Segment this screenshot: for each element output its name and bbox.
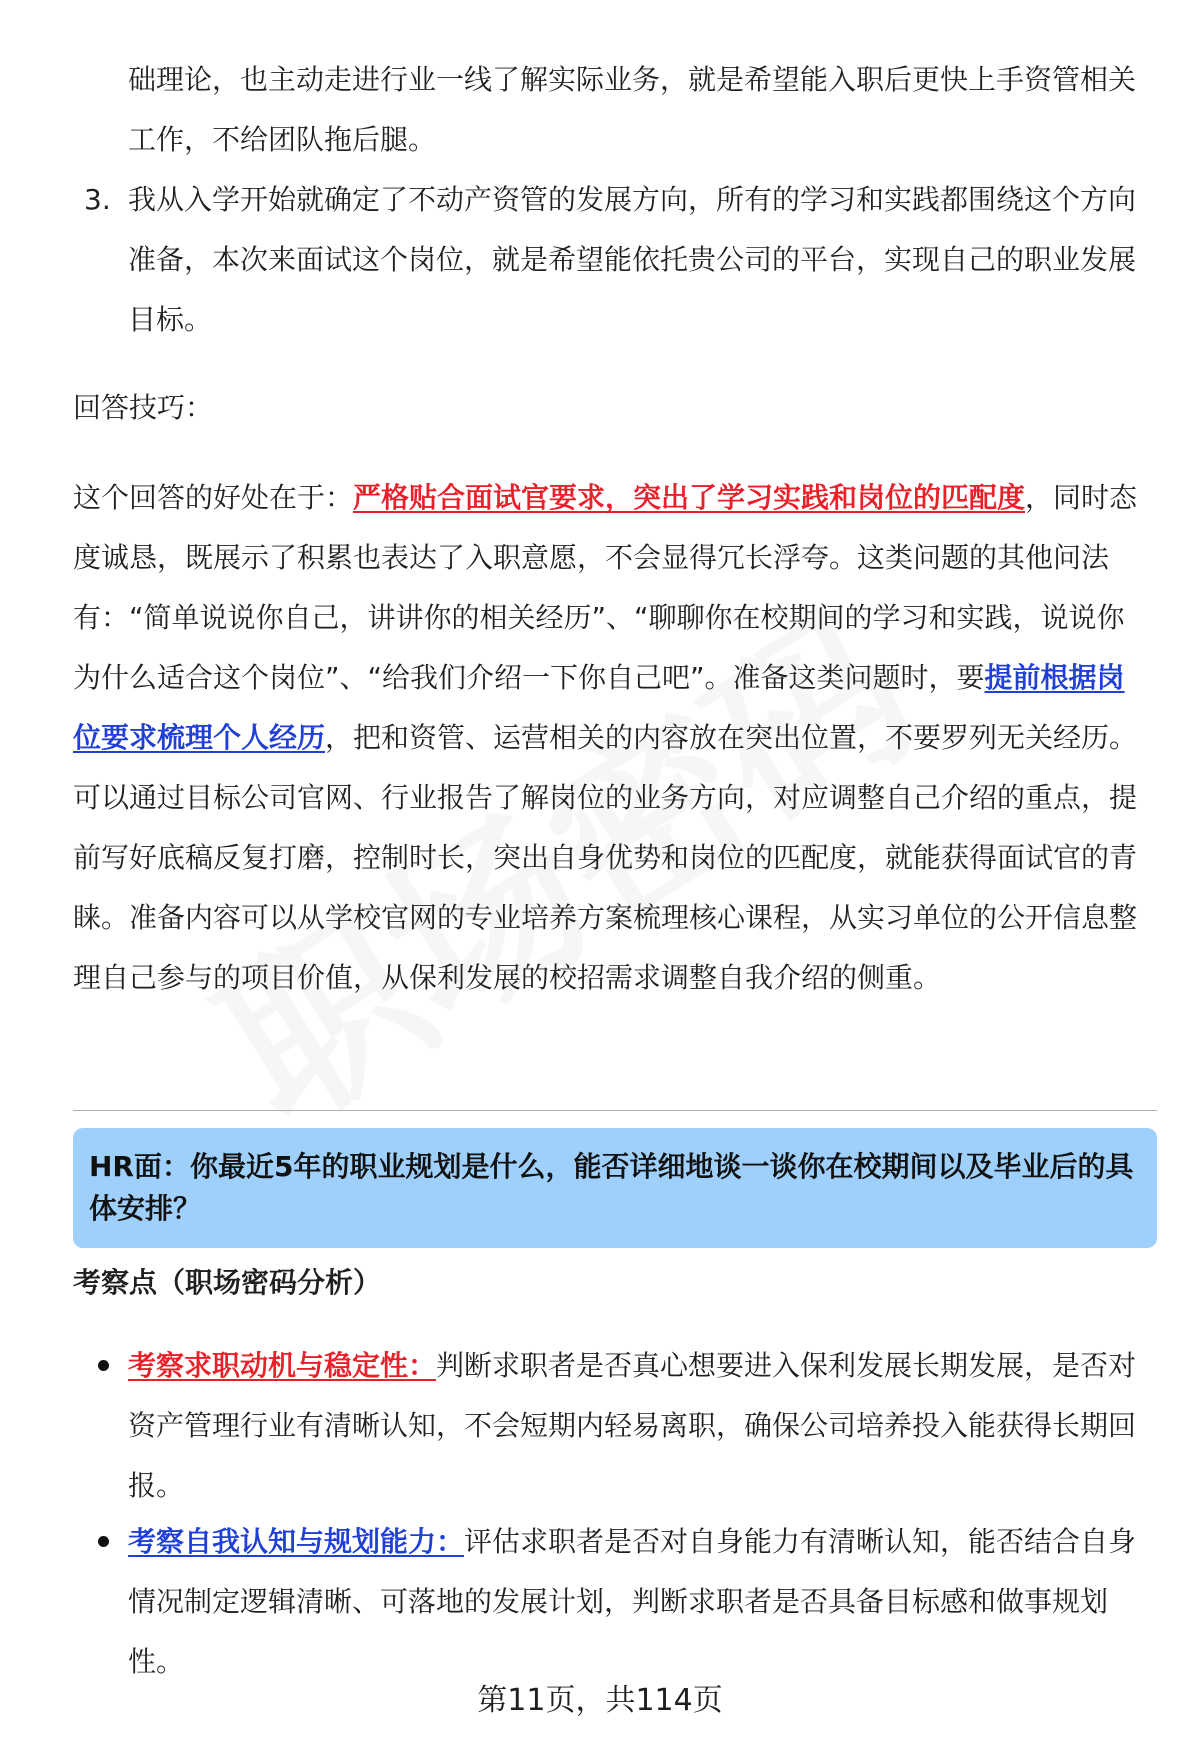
analysis-bullet-2 bbox=[128, 1512, 1148, 1692]
analysis-bullet-2-label: 考察自我认知与规划能力： bbox=[128, 1525, 465, 1558]
tips-highlight-blue: 提前根据岗位要求梳理个人经历 bbox=[73, 661, 1125, 754]
list-item-3-number: 3. bbox=[84, 183, 111, 216]
analysis-bullet-1 bbox=[128, 1336, 1148, 1516]
analysis-title: 考察点（职场密码分析） bbox=[73, 1266, 382, 1299]
tips-lead: 这个回答的好处在于： bbox=[73, 481, 354, 514]
analysis-bullet-1-label: 考察求职动机与稳定性： bbox=[128, 1349, 437, 1382]
tips-paragraph bbox=[73, 468, 1148, 1008]
section-divider bbox=[73, 1110, 1157, 1111]
analysis-bullet-1-text: 判断求职者是否真心想要进入保利发展长期发展，是否对资产管理行业有清晰认知，不会短期内轻易离职，确保公司培养投入能获得长期回报。 bbox=[128, 1349, 1137, 1502]
tips-highlight-red: 严格贴合面试官要求，突出了学习实践和岗位的匹配度 bbox=[353, 481, 1026, 514]
page-number: 第11页，共114页 bbox=[477, 1683, 723, 1718]
list-item-2-continuation: 础理论，也主动走进行业一线了解实际业务，就是希望能入职后更快上手资管相关工作，不给团队拖后腿。 bbox=[128, 63, 1137, 156]
list-item-3-text: 我从入学开始就确定了不动产资管的发展方向，所有的学习和实践都围绕这个方向准备，本次来面试这个岗位，就是希望能依托贵公司的平台，实现自己的职业发展目标。 bbox=[128, 183, 1137, 336]
analysis-bullet-2-text: 评估求职者是否对自身能力有清晰认知，能否结合自身情况制定逻辑清晰、可落地的发展计划，判断求职者是否具备目标感和做事规划性。 bbox=[128, 1525, 1137, 1678]
bullet-dot bbox=[98, 1360, 109, 1371]
bullet-dot bbox=[98, 1536, 109, 1547]
question-box bbox=[73, 1128, 1157, 1248]
tips-heading: 回答技巧： bbox=[73, 391, 214, 424]
question-text: HR面：你最近5年的职业规划是什么，能否详细地谈一谈你在校期间以及毕业后的具体安排？ bbox=[89, 1150, 1134, 1225]
tips-tail: ，把和资管、运营相关的内容放在突出位置，不要罗列无关经历。可以通过目标公司官网、行业报告了解岗位的业务方向，对应调整自己介绍的重点，提前写好底稿反复打磨，控制时长，突出自身优势和岗位的匹配度，就能获得面试官的青睐。准备内容可以从学校官网的专业培养方案梳理核心课程，从实习单位的公开信息整理自己参与的项目价值，从保利发展的校招需求调整自我介绍的侧重。 bbox=[73, 721, 1138, 994]
tips-middle: ，同时态度诚恳，既展示了积累也表达了入职意愿，不会显得冗长浮夸。这类问题的其他问法有：“简单说说你自己，讲讲你的相关经历”、“聊聊你在校期间的学习和实践，说说你为什么适合这个岗位”、“给我们介绍一下你自己吧”。准备这类问题时，要 bbox=[73, 481, 1138, 694]
